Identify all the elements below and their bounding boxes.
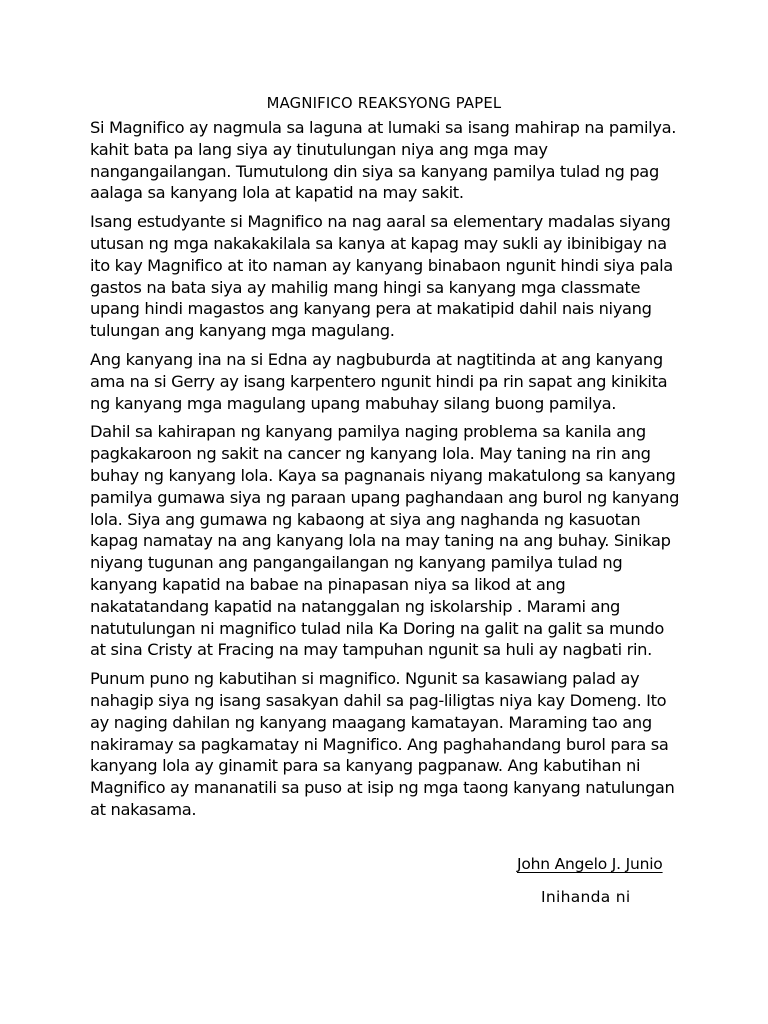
text-line: lola. Siya ang gumawa ng kabaong at siya ang naghanda ng kasuotan xyxy=(90,509,641,529)
text-line: natutulungan ni magnifico tulad nila Ka Doring na galit na galit sa mundo xyxy=(90,618,665,638)
text-line: ay naging dahilan ng kanyang maagang kamatayan. Maraming tao ang xyxy=(90,712,652,732)
document-title: MAGNIFICO REAKSYONG PAPEL xyxy=(266,95,502,112)
text-line: upang hindi magastos ang kanyang pera at makatipid dahil nais niyang xyxy=(90,299,652,319)
text-line: nangangailangan. Tumutulong din siya sa kanyang pamilya tulad ng pag xyxy=(90,161,659,181)
paragraph xyxy=(90,668,710,821)
text-line: kanyang kapatid na babae na pinapasan niya sa likod at ang xyxy=(90,574,566,594)
text-line: kanyang lola ay ginamit para sa kanyang pagpanaw. Ang kabutihan ni xyxy=(90,756,641,776)
text-line: nakatatandang kapatid na natanggalan ng iskolarship . Marami ang xyxy=(90,596,621,616)
text-line: Isang estudyante si Magnifico na nag aaral sa elementary madalas siyang xyxy=(90,212,671,232)
text-line: ito kay Magnifico at ito naman ay kanyang binabaon ngunit hindi siya pala xyxy=(90,255,673,275)
paragraph xyxy=(90,117,710,204)
text-line: ng kanyang mga magulang upang mabuhay silang buong pamilya. xyxy=(90,393,617,413)
paragraph xyxy=(90,211,710,342)
text-line: nahagip siya ng isang sasakyan dahil sa pag-liligtas niya kay Domeng. Ito xyxy=(90,690,667,710)
text-line: at nakasama. xyxy=(90,799,197,819)
text-line: Punum puno ng kabutihan si magnifico. Ngunit sa kasawiang palad ay xyxy=(90,669,640,689)
text-line: nakiramay sa pagkamatay ni Magnifico. Ang paghahandang burol para sa xyxy=(90,734,669,754)
text-line: tulungan ang kanyang mga magulang. xyxy=(90,321,395,341)
text-line: ama na si Gerry ay isang karpentero ngunit hindi pa rin sapat ang kinikita xyxy=(90,371,668,391)
paragraph xyxy=(90,421,710,661)
document-body xyxy=(90,117,710,828)
text-line: niyang tugunan ang pangangailangan ng kanyang pamilya tulad ng xyxy=(90,553,623,573)
text-line: Magnifico ay mananatili sa puso at isip ng mga taong kanyang natulungan xyxy=(90,778,675,798)
text-line: Dahil sa kahirapan ng kanyang pamilya naging problema sa kanila ang xyxy=(90,422,646,442)
text-line: buhay ng kanyang lola. Kaya sa pagnanais niyang makatulong sa kanyang xyxy=(90,465,676,485)
text-line: pagkakaroon ng sakit na cancer ng kanyang lola. May taning na rin ang xyxy=(90,444,651,464)
text-line: aalaga sa kanyang lola at kapatid na may sakit. xyxy=(90,183,464,203)
prepared-by-label: Inihanda ni xyxy=(541,888,631,906)
text-line: gastos na bata siya ay mahilig mang hingi sa kanyang mga classmate xyxy=(90,277,641,297)
text-line: utusan ng mga nakakakilala sa kanya at kapag may sukli ay ibinibigay na xyxy=(90,233,667,253)
text-line: kahit bata pa lang siya ay tinutulungan niya ang mga may xyxy=(90,139,548,159)
text-line: Si Magnifico ay nagmula sa laguna at lumaki sa isang mahirap na pamilya. xyxy=(90,118,677,137)
paragraph xyxy=(90,349,710,414)
text-line: pamilya gumawa siya ng paraan upang paghandaan ang burol ng kanyang xyxy=(90,487,680,507)
author-name: John Angelo J. Junio xyxy=(517,855,663,873)
text-line: Ang kanyang ina na si Edna ay nagbuburda at nagtitinda at ang kanyang xyxy=(90,349,663,369)
text-line: kapag namatay na ang kanyang lola na may taning na ang buhay. Sinikap xyxy=(90,531,671,551)
text-line: at sina Cristy at Fracing na may tampuhan ngunit sa huli ay nagbati rin. xyxy=(90,640,652,660)
